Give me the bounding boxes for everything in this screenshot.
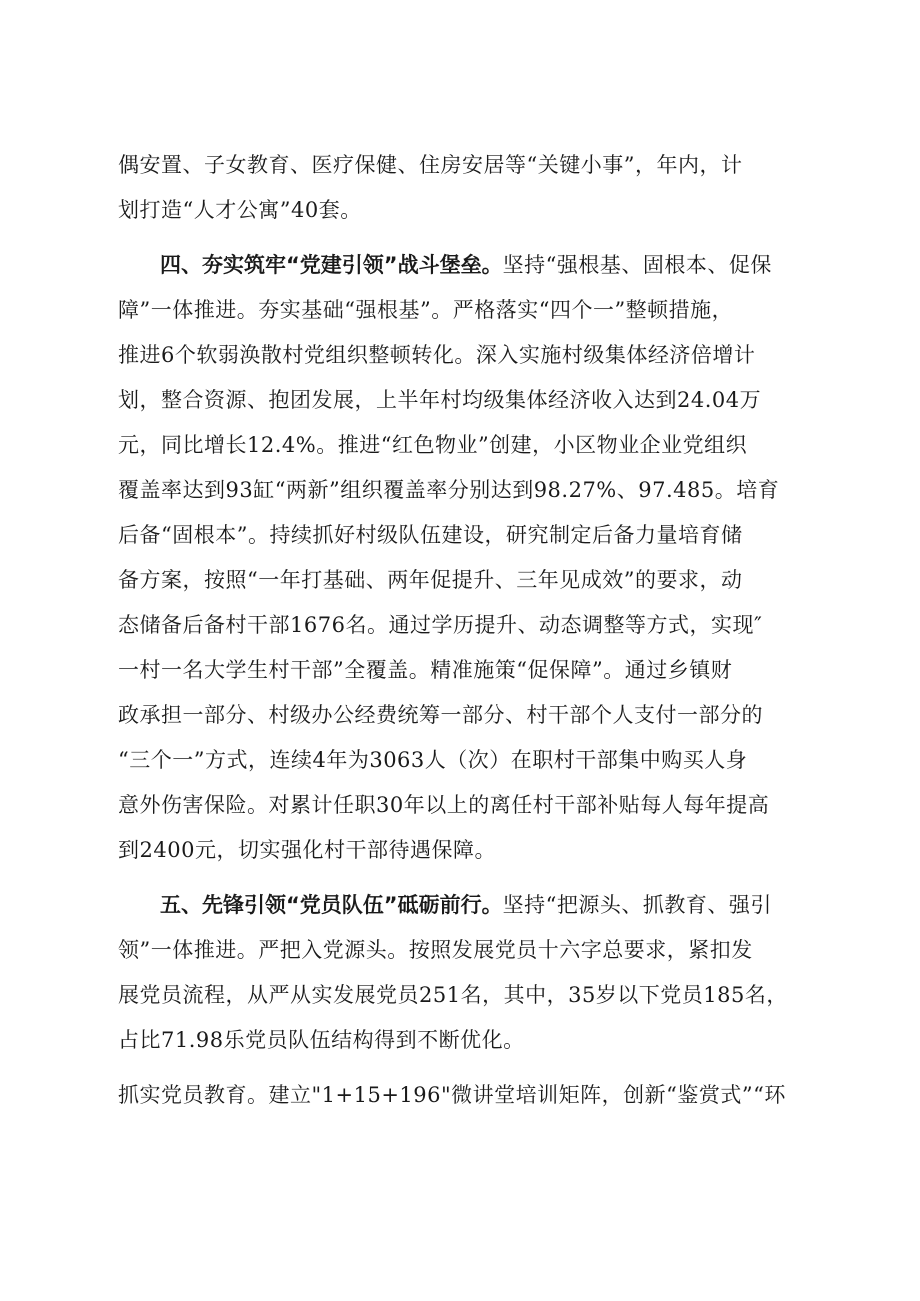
text-line: 划打造“人才公寓”40套。 [118,198,362,222]
text-line: 推进6个软弱涣散村党组织整顿转化。深入实施村级集体经济倍增计 [118,343,756,367]
text-line: “三个一”方式，连续4年为3063人（次）在职村干部集中购买人身 [118,748,748,772]
text-line: 政承担一部分、村级办公经费统筹一部分、村干部个人支付一部分的 [118,703,763,727]
text-line [118,243,810,288]
section-heading-four: 四、夯实筑牢“党建引领”战斗堡垒。 [160,253,503,277]
text-line: 领”一体推进。严把入党源头。按照发展党员十六字总要求，紧扣发 [118,938,753,962]
text-line: 备方案，按照“一年打基础、两年促提升、三年见成效”的要求，动 [118,568,743,592]
paragraph-party-education [118,1073,810,1118]
text-run: 坚持“把源头、抓教育、强引 [502,893,772,917]
text-line: 后备“固根本”。持续抓好村级队伍建设，研究制定后备力量培育储 [118,523,743,547]
paragraph-continuation [118,143,810,233]
text-line: 障”一体推进。夯实基础“强根基”。严格落实“四个一”整顿措施， [118,298,734,322]
text-line: 到2400元，切实强化村干部待遇保障。 [118,838,496,862]
paragraph-section-four [118,243,810,873]
text-line: 覆盖率达到93缸“两新”组织覆盖率分别达到98.27%、97.485。培育 [118,478,780,502]
text-line: 元，同比增长12.4%。推进“红色物业”创建，小区物业企业党组织 [118,433,748,457]
text-line: 偶安置、子女教育、医疗保健、住房安居等“关键小事”，年内，计 [118,153,743,177]
section-heading-five: 五、先锋引领“党员队伍”砥砺前行。 [160,893,503,917]
text-line: 抓实党员教育。建立"1+15+196"微讲堂培训矩阵，创新“鉴赏式”“环 [118,1083,786,1107]
text-line: 一村一名大学生村干部”全覆盖。精准施策“促保障”。通过乡镇财 [118,658,733,682]
text-line: 意外伤害保险。对累计任职30年以上的离任村干部补贴每人每年提高 [118,793,770,817]
text-line [118,883,810,928]
paragraph-section-five [118,883,810,1063]
text-line: 态储备后备村干部1676名。通过学历提升、动态调整等方式，实现″ [118,613,763,637]
text-line: 划，整合资源、抱团发展，上半年村均级集体经济收入达到24.04万 [118,388,762,412]
text-line: 展党员流程，从严从实发展党员251名，其中，35岁以下党员185名， [118,983,788,1007]
text-run: 坚持“强根基、固根本、促保 [502,253,772,277]
text-line: 占比71.98乐党员队伍结构得到不断优化。 [118,1028,525,1052]
